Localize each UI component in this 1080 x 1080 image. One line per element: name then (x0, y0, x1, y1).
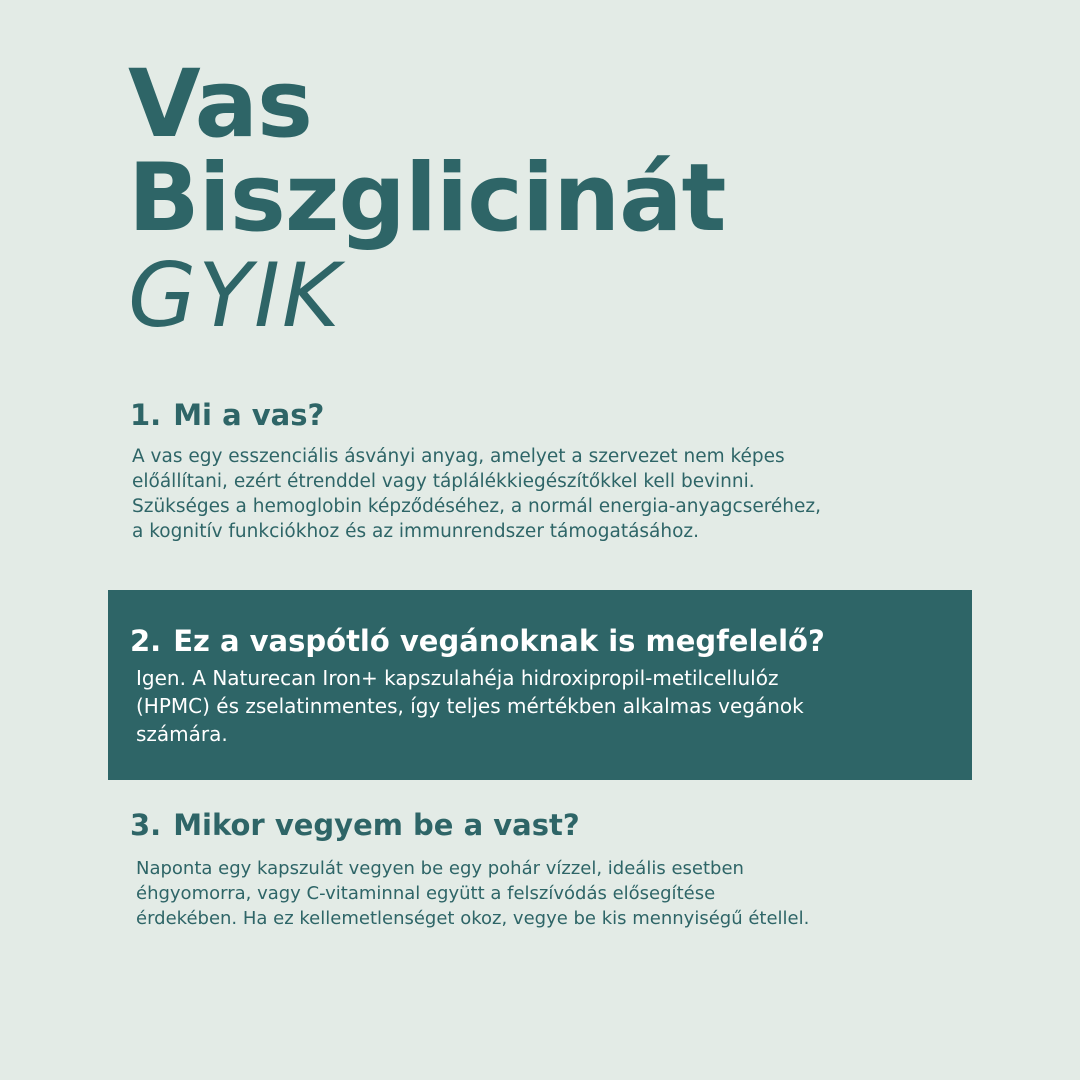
title-line-vas: Vas (128, 50, 312, 159)
faq-question (130, 398, 324, 432)
faq-question (130, 808, 580, 842)
title-line-gyik: GYIK (128, 244, 342, 347)
faq-answer-line: a kognitív funkciókhoz és az immunrendszer támogatásához. (132, 521, 700, 542)
faq-question-text: Mikor vegyem be a vast? (173, 808, 580, 842)
faq-answer-line: éhgyomorra, vagy C-vitaminnal együtt a felszívódás elősegítése (136, 883, 716, 904)
faq-number: 3. (130, 808, 162, 842)
faq-answer-line: Naponta egy kapszulát vegyen be egy pohár vízzel, ideális esetben (136, 858, 744, 879)
faq-answer (136, 664, 804, 748)
faq-question-text: Ez a vaspótló vegánoknak is megfelelő? (173, 624, 825, 658)
faq-question-text: Mi a vas? (173, 398, 325, 432)
faq-number: 2. (130, 624, 162, 658)
faq-answer (132, 444, 821, 544)
faq-answer-line: előállítani, ezért étrenddel vagy táplálékkiegészítőkkel kell bevinni. (132, 471, 755, 492)
faq-answer-line: Szükséges a hemoglobin képződéséhez, a normál energia-anyagcseréhez, (132, 496, 821, 517)
faq-question (130, 624, 825, 658)
faq-number: 1. (130, 398, 162, 432)
title-line-biszglicinat: Biszglicinát (128, 144, 726, 253)
faq-answer-line: A vas egy esszenciális ásványi anyag, amelyet a szervezet nem képes (132, 446, 785, 467)
faq-answer-line: Igen. A Naturecan Iron+ kapszulahéja hidroxipropil-metilcellulóz (136, 666, 779, 690)
faq-answer-line: érdekében. Ha ez kellemetlenséget okoz, vegye be kis mennyiségű étellel. (136, 908, 810, 929)
faq-answer-line: számára. (136, 722, 228, 746)
faq-answer (136, 856, 809, 931)
faq-answer-line: (HPMC) és zselatinmentes, így teljes mértékben alkalmas vegánok (136, 694, 804, 718)
page-title (128, 50, 726, 347)
